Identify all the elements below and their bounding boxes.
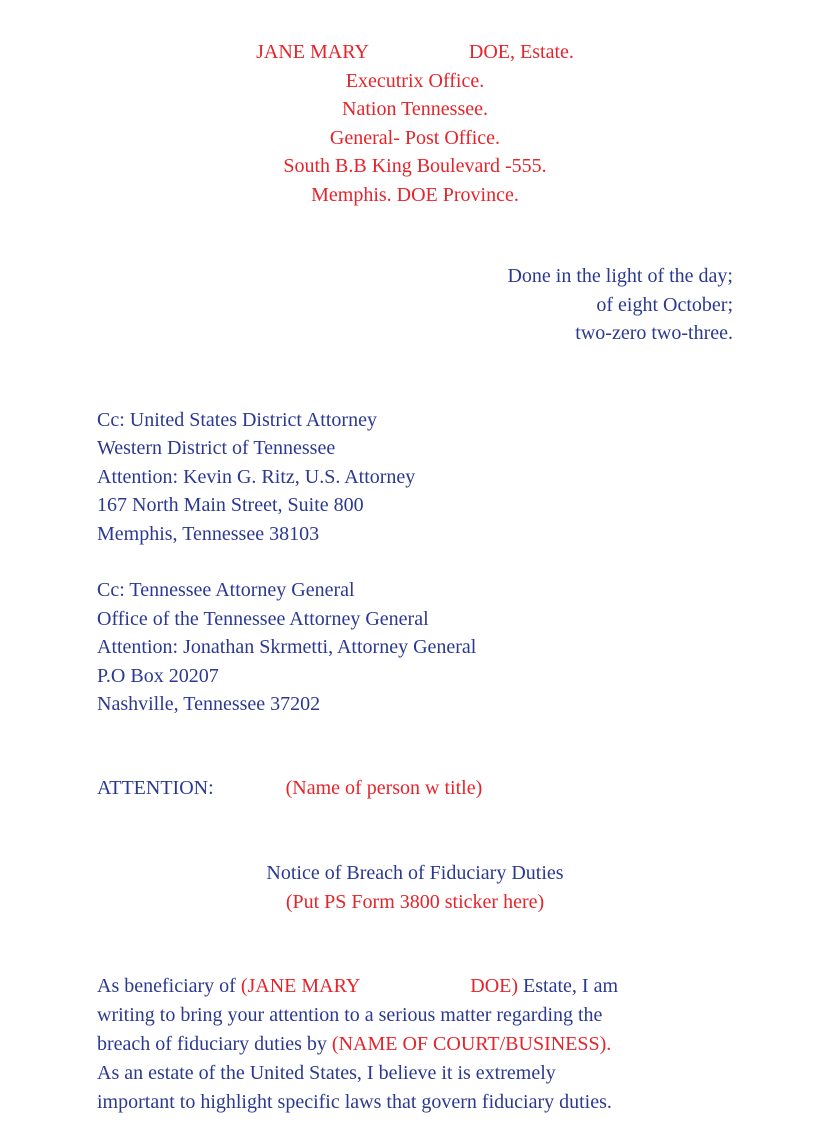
letterhead xyxy=(97,38,733,209)
letterhead-line: Nation Tennessee. xyxy=(342,98,488,120)
letterhead-line: Memphis. DOE Province. xyxy=(311,183,519,206)
body-segment: Estate, I am xyxy=(518,975,619,997)
attention-label: ATTENTION: xyxy=(97,776,214,799)
letterhead-line: General- Post Office. xyxy=(329,126,501,149)
cc-line: Attention: Jonathan Skrmetti, Attorney General xyxy=(97,636,477,658)
body-segment: (NAME OF COURT/BUSINESS). xyxy=(331,1033,612,1055)
cc-line: Cc: Tennessee Attorney General xyxy=(97,579,355,601)
attention-value: (Name of person w title) xyxy=(285,776,483,799)
cc-line: Office of the Tennessee Attorney General xyxy=(97,607,429,630)
body-segment: writing to bring your attention to a serious matter regarding the xyxy=(97,1004,603,1026)
attention-line xyxy=(97,774,733,803)
body-line xyxy=(97,1001,733,1030)
dateline-line: Done in the light of the day; xyxy=(507,265,733,287)
body-line xyxy=(97,1059,733,1088)
cc-line: Western District of Tennessee xyxy=(97,437,336,459)
body-segment: (JANE MARY DOE) xyxy=(240,975,519,997)
letterhead-line: Executrix Office. xyxy=(345,69,485,92)
cc-line: Memphis, Tennessee 38103 xyxy=(97,522,320,545)
dateline-line: two-zero two-three. xyxy=(575,322,733,344)
letterhead-line: South B.B King Boulevard -555. xyxy=(283,155,547,177)
dateline-line: of eight October; xyxy=(596,293,733,316)
cc-line: 167 North Main Street, Suite 800 xyxy=(97,494,364,516)
letterhead-line: JANE MARY DOE, Estate. xyxy=(256,41,574,63)
cc-line: Nashville, Tennessee 37202 xyxy=(97,693,321,715)
notice-heading xyxy=(97,859,733,916)
body-paragraph xyxy=(97,972,733,1117)
cc-line: P.O Box 20207 xyxy=(97,664,219,687)
cc-line: Cc: United States District Attorney xyxy=(97,408,377,431)
body-segment: important to highlight specific laws that govern fiduciary duties. xyxy=(97,1091,612,1113)
notice-title: Notice of Breach of Fiduciary Duties xyxy=(266,862,564,884)
dateline xyxy=(97,262,733,348)
cc-line: Attention: Kevin G. Ritz, U.S. Attorney xyxy=(97,465,416,488)
body-line xyxy=(97,1088,733,1117)
body-line xyxy=(97,972,733,1001)
body-segment: As beneficiary of xyxy=(97,975,241,997)
body-line xyxy=(97,1030,733,1059)
notice-subtitle: (Put PS Form 3800 sticker here) xyxy=(285,890,545,913)
body-segment: As an estate of the United States, I believe it is extremely xyxy=(97,1062,556,1084)
cc-block-tn-attorney-general xyxy=(97,576,733,719)
body-segment: breach of fiduciary duties by xyxy=(97,1033,332,1055)
cc-block-us-district-attorney xyxy=(97,406,733,549)
